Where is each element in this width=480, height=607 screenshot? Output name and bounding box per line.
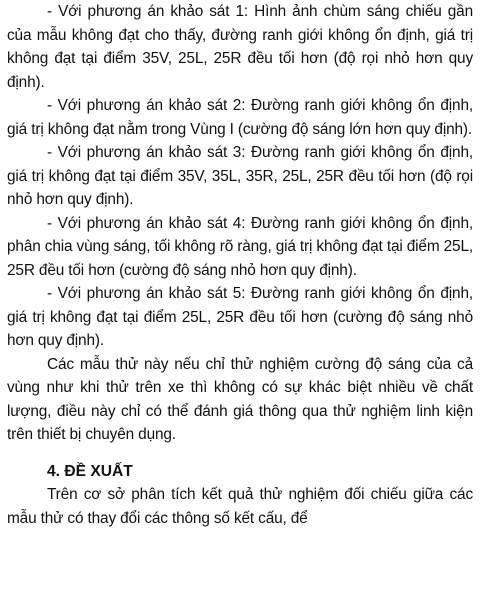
conclusion-paragraph: Các mẫu thử này nếu chỉ thử nghiệm cường độ sáng của cả vùng như khi thử trên xe thì không có sự khác biệt nhiều về chất lượng, điều này chỉ có thể đánh giá thông qua thử nghiệm linh kiện trên thiết bị chuyên dụng. <box>7 355 473 443</box>
survey-option-4-paragraph: - Với phương án khảo sát 4: Đường ranh giới không ổn định, phân chia vùng sáng, tối không rõ ràng, giá trị không đạt tại điểm 25L, 25R đều tối hơn (cường độ sáng nhỏ hơn quy định). <box>7 214 473 279</box>
section-paragraph: Trên cơ sở phân tích kết quả thử nghiệm đối chiếu giữa các mẫu thử có thay đổi các thông số kết cấu, để <box>7 486 473 527</box>
survey-option-5-paragraph: - Với phương án khảo sát 5: Đường ranh giới không ổn định, giá trị không đạt tại điểm 25L, 25R đều tối hơn (cường độ sáng nhỏ hơn quy định). <box>7 285 473 349</box>
survey-option-2-paragraph: - Với phương án khảo sát 2: Đường ranh giới không ổn định, giá trị không đạt nằm trong Vùng I (cường độ sáng lớn hơn quy định). <box>7 97 473 138</box>
survey-option-3-paragraph: - Với phương án khảo sát 3: Đường ranh giới không ổn định, giá trị không đạt tại điểm 35V, 35L, 35R, 25L, 25R đều tối hơn (độ rọi nhỏ hơn quy định). <box>7 144 473 208</box>
survey-option-1-paragraph: - Với phương án khảo sát 1: Hình ảnh chùm sáng chiếu gần của mẫu không đạt cho thấy, đường ranh giới không ổn định, giá trị không đạt tại điểm 35V, 25L, 25R đều tối hơn (độ rọi nhỏ hơn quy định). <box>7 3 473 91</box>
section-heading: 4. ĐỀ XUẤT <box>47 462 133 480</box>
document-page <box>7 0 473 530</box>
